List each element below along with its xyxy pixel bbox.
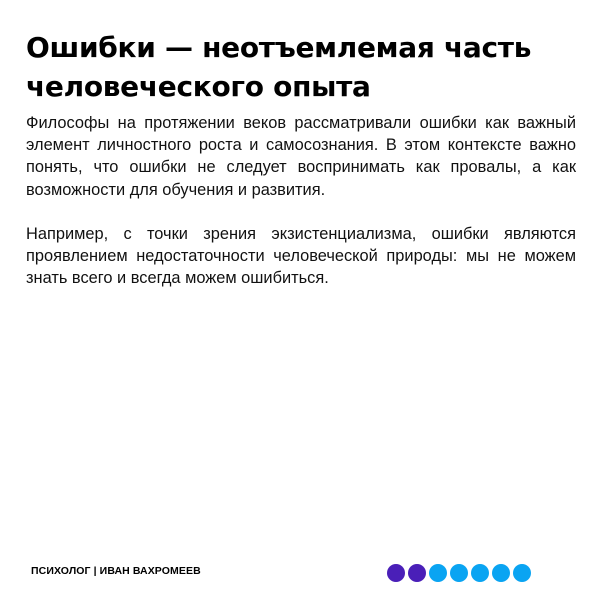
pagination-dot	[408, 564, 426, 582]
pagination-dot	[471, 564, 489, 582]
pagination-dots	[387, 564, 531, 582]
paragraph-1: Философы на протяжении веков рассматривали ошибки как важный элемент личностного роста и самосознания. В этом контексте важно понять, что ошибки не следует воспринимать как провалы, а как возможности для обучения и развития.	[26, 114, 576, 199]
pagination-dot	[492, 564, 510, 582]
body-text	[26, 112, 576, 311]
pagination-dot	[429, 564, 447, 582]
slide-title: Ошибки — неотъемлемая часть человеческого опыта	[26, 31, 532, 103]
pagination-dot	[450, 564, 468, 582]
pagination-dot	[387, 564, 405, 582]
paragraph-2: Например, с точки зрения экзистенциализма, ошибки являются проявлением недостаточности человеческой природы: мы не можем знать всего и всегда можем ошибиться.	[26, 224, 576, 288]
footer-brand: ПСИХОЛОГ | ИВАН ВАХРОМЕЕВ	[31, 565, 201, 577]
pagination-dot	[513, 564, 531, 582]
